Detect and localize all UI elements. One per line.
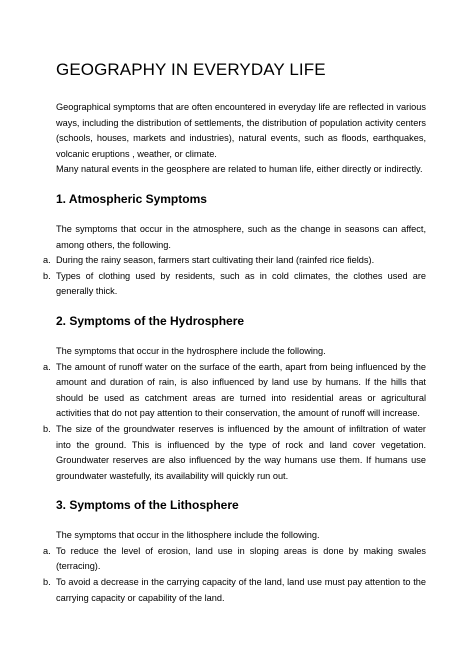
list-item-text: The size of the groundwater reserves is influenced by the amount of infiltration of water into the ground. This is influenced by the type of rock and land cover vegetation. Groundwater reserves are also influenced by the way humans use them. If humans use groundwater wastefully, its availability will quickly run out.	[56, 423, 426, 481]
section-lead: The symptoms that occur in the lithosphere include the following.	[56, 530, 320, 541]
list-marker: a.	[43, 545, 51, 556]
list-item-text: To reduce the level of erosion, land use in sloping areas is done by making swales (terracing).	[56, 545, 426, 572]
list-marker: b.	[43, 577, 51, 588]
intro-block	[56, 100, 426, 178]
list-item	[43, 253, 426, 269]
list-marker: a.	[43, 255, 51, 266]
section-hydrosphere	[43, 313, 426, 484]
list-marker: b.	[43, 270, 51, 281]
section-lead: The symptoms that occur in the atmosphere, such as the change in seasons can affect, among others, the following.	[56, 223, 426, 250]
section-lead: The symptoms that occur in the hydrosphere include the following.	[56, 345, 326, 356]
list-item	[43, 360, 426, 422]
list-item-text: The amount of runoff water on the surface of the earth, apart from being influenced by the amount and duration of rain, is also influenced by land use by humans. If the hills that should be used as catchment areas are turned into residential areas or agricultural activities that do not pay attention to their conservation, the amount of runoff will increase.	[56, 361, 426, 419]
list-item	[43, 544, 426, 575]
section-list	[43, 253, 426, 300]
intro-paragraph-1: Geographical symptoms that are often encountered in everyday life are reflected in various ways, including the distribution of settlements, the distribution of population activity centers (schools, houses, markets and industries), natural events, such as floods, earthquakes, volcanic eruptions , weather, or climate.	[56, 102, 426, 159]
section-heading: 2. Symptoms of the Hydrosphere	[56, 313, 245, 328]
section-heading: 3. Symptoms of the Lithosphere	[56, 498, 239, 513]
list-marker: a.	[43, 361, 51, 372]
section-lithosphere	[43, 498, 426, 606]
list-item-text: Types of clothing used by residents, such as in cold climates, the clothes used are generally thick.	[56, 270, 426, 297]
list-item-text: To avoid a decrease in the carrying capacity of the land, land use must pay attention to the carrying capacity or capability of the land.	[56, 577, 426, 603]
list-item	[43, 422, 426, 484]
section-atmospheric	[43, 191, 426, 300]
list-item-text: During the rainy season, farmers start cultivating their land (rainfed rice fields).	[56, 255, 375, 266]
list-marker: b.	[43, 423, 51, 434]
document-title: GEOGRAPHY IN EVERYDAY LIFE	[56, 60, 326, 79]
list-item	[43, 575, 426, 606]
section-list	[43, 360, 426, 485]
section-heading: 1. Atmospheric Symptoms	[56, 191, 207, 206]
intro-paragraph-2: Many natural events in the geosphere are related to human life, either directly or indirectly.	[56, 164, 423, 175]
section-list	[43, 544, 426, 606]
list-item	[43, 269, 426, 300]
